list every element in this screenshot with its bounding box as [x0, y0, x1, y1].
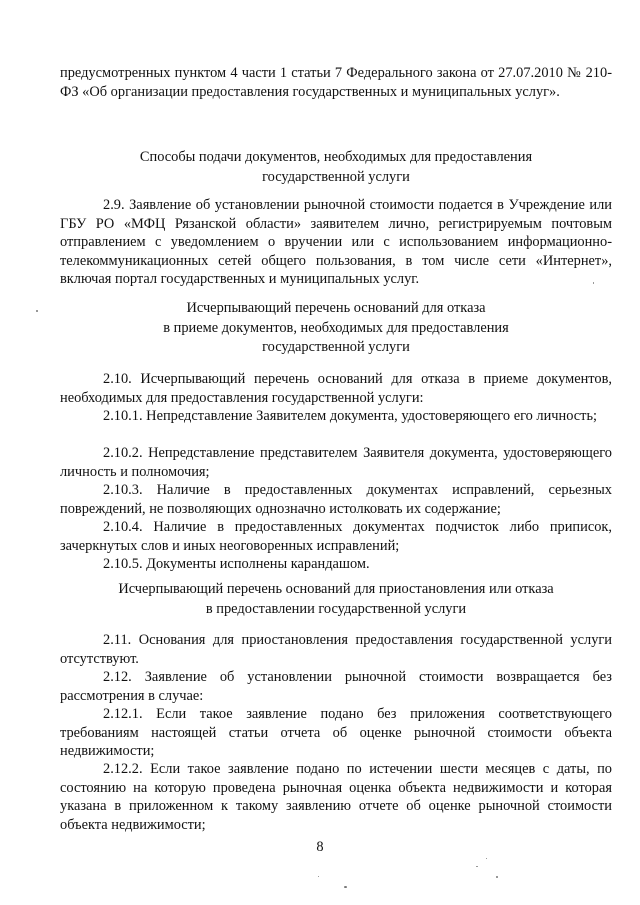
paragraph-2-10-4: 2.10.4. Наличие в предоставленных документах подчисток либо приписок, зачеркнутых слов и иных неоговоренных исправлений; — [60, 519, 612, 554]
paragraph-2-10-1: 2.10.1. Непредставление Заявителем документа, удостоверяющего его личность; — [103, 408, 598, 424]
intro-paragraph: предусмотренных пунктом 4 части 1 статьи 7 Федерального закона от 27.07.2010 № 210-ФЗ «Об организации предоставления государственных и муниципальных услуг». — [60, 65, 612, 100]
scan-speck — [496, 876, 498, 878]
scan-speck — [476, 866, 478, 867]
paragraph-2-11: 2.11. Основания для приостановления предоставления государственной услуги отсутствуют. — [60, 632, 612, 667]
heading-line: Способы подачи документов, необходимых для предоставления — [139, 149, 533, 165]
scan-speck — [593, 282, 594, 284]
scan-speck — [318, 876, 319, 877]
heading-line: Исчерпывающий перечень оснований для приостановления или отказа — [118, 581, 554, 597]
paragraph-2-10-5: 2.10.5. Документы исполнены карандашом. — [103, 556, 370, 572]
scan-speck — [36, 310, 38, 312]
heading-line: государственной услуги — [262, 168, 410, 185]
scan-speck — [486, 858, 487, 859]
paragraph-2-10: 2.10. Исчерпывающий перечень оснований для отказа в приеме документов, необходимых для предоставления государственной услуги: — [60, 371, 612, 406]
paragraph-2-9: 2.9. Заявление об установлении рыночной стоимости подается в Учреждение или ГБУ РО «МФЦ Рязанской области» заявителем лично, регистрируемым почтовым отправлением с уведомлением о вручении или с использованием информационно-телекоммуникационных сетей общего пользования, в том числе сети «Интернет», включая портал государственных и муниципальных услуг. — [60, 197, 612, 288]
heading-line: государственной услуги — [262, 339, 410, 355]
paragraph-2-12-1: 2.12.1. Если такое заявление подано без приложения соответствующего требованиям настоящей статьи отчета об оценке рыночной стоимости объекта недвижимости; — [60, 706, 612, 760]
paragraph-2-12-2: 2.12.2. Если такое заявление подано по истечении шести месяцев с даты, по состоянию на которую проведена рыночная оценка объекта недвижимости и которая указана в приложенном к такому заявлению отчете об оценке рыночной стоимости объекта недвижимости; — [60, 761, 612, 833]
heading-line: в предоставлении государственной услуги — [205, 600, 467, 617]
paragraph-2-12: 2.12. Заявление об установлении рыночной стоимости возвращается без рассмотрения в случае: — [60, 669, 612, 704]
page-number: 8 — [316, 839, 324, 855]
paragraph-2-10-2: 2.10.2. Непредставление представителем Заявителя документа, удостоверяющего личность и полномочия; — [60, 445, 612, 480]
section-heading-suspension-grounds — [60, 580, 612, 619]
section-heading-submission-methods — [60, 148, 612, 187]
heading-line: Исчерпывающий перечень оснований для отказа — [186, 300, 486, 316]
heading-line: в приеме документов, необходимых для предоставления — [163, 319, 509, 336]
scan-speck — [344, 886, 347, 888]
paragraph-2-10-3: 2.10.3. Наличие в предоставленных документах исправлений, серьезных повреждений, не позволяющих однозначно истолковать их содержание; — [60, 482, 612, 517]
section-heading-refusal-grounds — [60, 299, 612, 358]
